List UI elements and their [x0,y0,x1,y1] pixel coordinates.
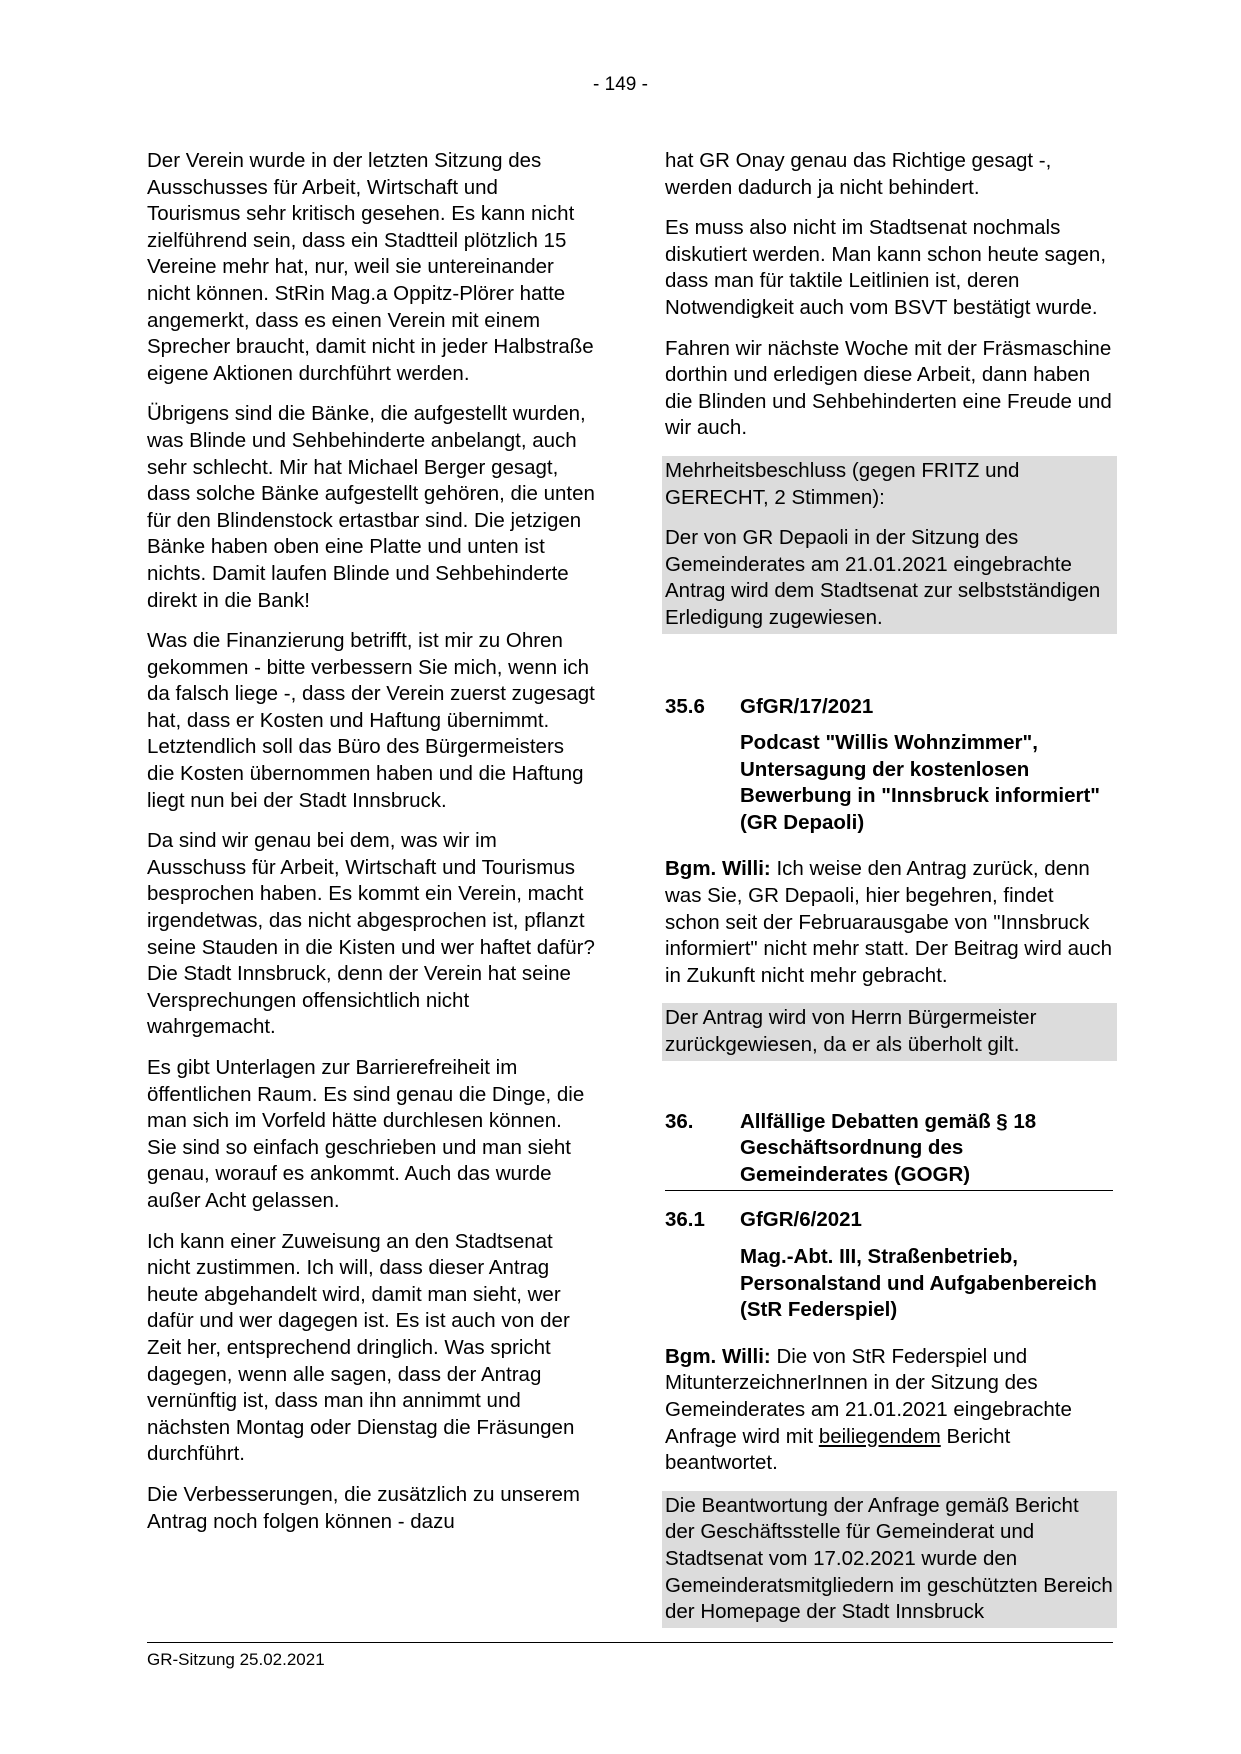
section-title: Allfällige Debatten gemäß § 18 Geschäftsordnung des Gemeinderates (GOGR) [740,1109,1037,1186]
section-title: Mag.-Abt. III, Straßenbetrieb, Personalstand und Aufgabenbereich (StR Federspiel) [740,1245,1097,1322]
section-number: 36. [665,1109,694,1133]
section-title: Podcast "Willis Wohnzimmer", Untersagung der kostenlosen Bewerbung in "Innsbruck informiert" (GR Depaoli) [740,731,1101,834]
paragraph: Fahren wir nächste Woche mit der Fräsmaschine dorthin und erledigen diese Arbeit, dann haben die Blinden und Sehbehinderten eine Freude und wir auch. [665,336,1112,440]
section-number: 35.6 [665,694,705,718]
speaker: Bgm. Willi: [665,857,771,881]
statement [665,1344,1113,1477]
resolution-text: Der von GR Depaoli in der Sitzung des Gemeinderates am 21.01.2021 eingebrachte Antrag wird dem Stadtsenat zur selbstständigen Erledigung zugewiesen. [665,526,1101,629]
paragraph: Was die Finanzierung betrifft, ist mir zu Ohren gekommen - bitte verbessern Sie mich, wenn ich da falsch liege -, dass der Verein zuerst zugesagt hat, dass er Kosten und Haftung übernimmt. Letztendlich soll das Büro des Bürgermeisters die Kosten übernommen haben und die Haftung liegt nun bei der Stadt Innsbruck. [147,629,595,812]
statement [665,856,1113,989]
section-36-heading [665,1109,1113,1192]
resolution-heading: Mehrheitsbeschluss (gegen FRITZ und GERECHT, 2 Stimmen): [665,458,1020,509]
underlined-word: beiliegendem [818,1424,941,1448]
resolution-text: Der Antrag wird von Herrn Bürgermeister zurückgewiesen, da er als überholt gilt. [665,1006,1037,1057]
statement-text: Bericht beantwortet. [665,1424,1011,1475]
section-number: 36.1 [665,1208,705,1232]
paragraph: Die Verbesserungen, die zusätzlich zu unserem Antrag noch folgen können - dazu [147,1482,581,1533]
paragraph: Übrigens sind die Bänke, die aufgestellt wurden, was Blinde und Sehbehinderte anbelangt, auch sehr schlecht. Mir hat Michael Berger gesagt, dass solche Bänke aufgestellt gehören, die unten für den Blindenstock ertastbar sind. Die jetzigen Bänke haben oben eine Platte und unten ist nichts. Damit laufen Blinde und Sehbehinderte direkt in die Bank! [147,402,595,612]
paragraph: Der Verein wurde in der letzten Sitzung des Ausschusses für Arbeit, Wirtschaft und Tourismus sehr kritisch gesehen. Es kann nicht zielführend sein, dass ein Stadtteil plötzlich 15 Vereine mehr hat, nur, weil sie untereinander nicht können. StRin Mag.a Oppitz-Plörer hatte angemerkt, dass es einen Verein mit einem Sprecher braucht, damit nicht in jeder Halbstraße eigene Aktionen durchführt werden. [147,149,594,385]
resolution-box [662,456,1117,634]
statement-text: Ich weise den Antrag zurück, denn was Sie, GR Depaoli, hier begehren, findet schon seit der Februarausgabe von "Innsbruck informiert" nicht mehr statt. Der Beitrag wird auch in Zukunft nicht mehr gebracht. [665,857,1113,987]
section-code: GfGR/6/2021 [740,1208,862,1232]
right-column [665,148,1113,1628]
resolution-box [662,1003,1117,1060]
paragraph: hat GR Onay genau das Richtige gesagt -, werden dadurch ja nicht behindert. [665,149,1052,199]
footer: GR-Sitzung 25.02.2021 [147,1650,325,1669]
paragraph: Ich kann einer Zuweisung an den Stadtsenat nicht zustimmen. Ich will, dass dieser Antrag heute abgehandelt wird, damit man sieht, wer dafür und wer dagegen ist. Es ist auch von der Zeit her, entsprechend dringlich. Was spricht dagegen, wenn alle sagen, dass der Antrag vernünftig ist, dass man ihn annimmt und nächsten Montag oder Dienstag die Fräsungen durchführt. [147,1229,575,1466]
section-code: GfGR/17/2021 [740,694,874,718]
page-number: - 149 - [593,74,648,95]
paragraph: Es gibt Unterlagen zur Barrierefreiheit im öffentlichen Raum. Es sind genau die Dinge, die man sich im Vorfeld hätte durchlesen können. Sie sind so einfach geschrieben und man sieht genau, worauf es ankommt. Auch das wurde außer Acht gelassen. [147,1056,585,1212]
resolution-text: Die Beantwortung der Anfrage gemäß Bericht der Geschäftsstelle für Gemeinderat und Stadtsenat vom 17.02.2021 wurde den Gemeinderatsmitgliedern im geschützten Bereich der Homepage der Stadt Innsbruck [665,1493,1113,1624]
footer-divider [147,1642,1113,1643]
paragraph: Es muss also nicht im Stadtsenat nochmals diskutiert werden. Man kann schon heute sagen, dass man für taktile Leitlinien ist, deren Notwendigkeit auch vom BSVT bestätigt wurde. [665,216,1107,319]
speaker: Bgm. Willi: [665,1344,771,1368]
paragraph: Da sind wir genau bei dem, was wir im Ausschuss für Arbeit, Wirtschaft und Tourismus besprochen haben. Es kommt ein Verein, macht irgendetwas, das nicht abgesprochen ist, pflanzt seine Stauden in die Kisten und wer haftet dafür? Die Stadt Innsbruck, denn der Verein hat seine Versprechungen offensichtlich nicht wahrgemacht. [147,829,595,1039]
section-36-1-heading [665,1207,1113,1234]
statement-text: Die von StR Federspiel und MitunterzeichnerInnen in der Sitzung des Gemeinderates am 21.01.2021 eingebrachte Anfrage wird mit [665,1344,1072,1448]
left-column [147,148,595,1549]
section-35-6-heading [665,694,1113,721]
resolution-box [662,1491,1117,1628]
